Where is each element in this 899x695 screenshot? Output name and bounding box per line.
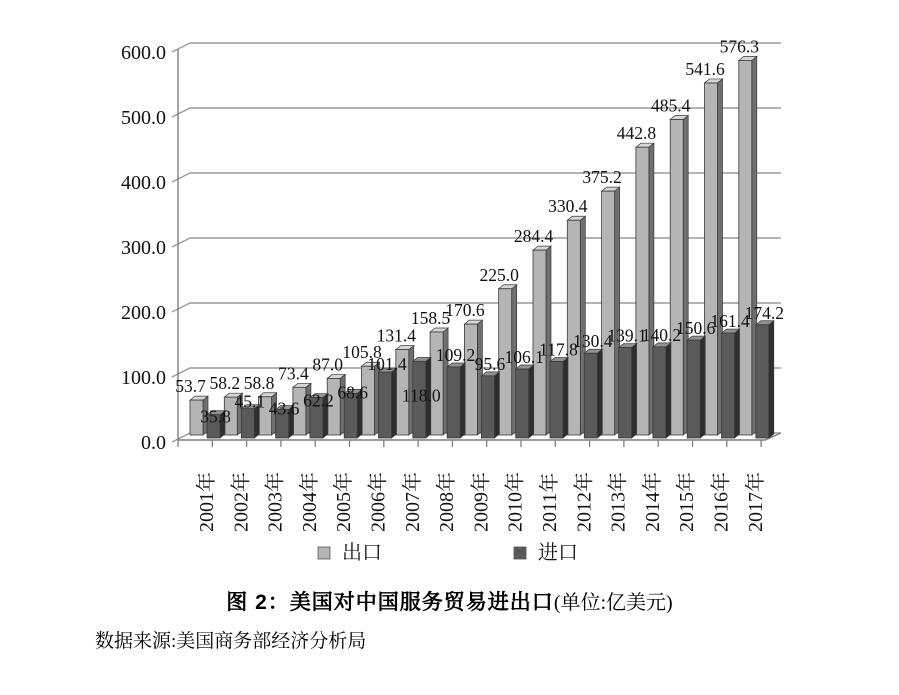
svg-text:2008年: 2008年 (436, 472, 459, 532)
svg-text:2005年: 2005年 (333, 472, 356, 532)
svg-text:109.2: 109.2 (435, 345, 476, 366)
svg-text:87.0: 87.0 (312, 354, 344, 375)
svg-text:2017年: 2017年 (744, 472, 767, 532)
svg-text:2011年: 2011年 (539, 472, 561, 532)
svg-text:300.0: 300.0 (121, 237, 166, 259)
svg-text:500.0: 500.0 (121, 107, 166, 129)
legend-label: 进口 (538, 542, 578, 564)
svg-text:0.0: 0.0 (141, 432, 166, 454)
x-axis-labels (195, 472, 767, 532)
svg-text:2004年: 2004年 (298, 472, 321, 532)
svg-text:2009年: 2009年 (470, 472, 493, 532)
svg-text:53.7: 53.7 (175, 376, 206, 397)
svg-text:2012年: 2012年 (573, 472, 596, 532)
svg-text:2006年: 2006年 (367, 472, 390, 532)
svg-text:375.2: 375.2 (582, 167, 622, 188)
svg-text:200.0: 200.0 (121, 302, 166, 324)
svg-text:105.8: 105.8 (342, 342, 382, 363)
svg-text:118.0: 118.0 (401, 385, 441, 406)
legend-item-import (514, 541, 578, 564)
data-source-note: 数据来源:美国商务部经济分析局 (95, 631, 367, 652)
svg-text:330.4: 330.4 (548, 196, 588, 217)
svg-text:2014年: 2014年 (641, 472, 664, 532)
svg-text:600.0: 600.0 (121, 42, 166, 64)
svg-text:100.0: 100.0 (121, 367, 166, 389)
legend-label: 出口 (342, 542, 382, 564)
svg-text:130.4: 130.4 (573, 331, 613, 352)
figure-caption-unit: (单位:亿美元) (553, 592, 673, 614)
svg-text:2013年: 2013年 (607, 472, 630, 532)
legend-item-export (318, 541, 382, 564)
svg-text:2015年: 2015年 (676, 472, 699, 532)
svg-text:139.1: 139.1 (607, 325, 647, 346)
svg-text:2010年: 2010年 (504, 472, 527, 532)
svg-text:150.6: 150.6 (676, 318, 716, 339)
svg-text:2001年: 2001年 (196, 472, 218, 532)
svg-text:73.4: 73.4 (278, 363, 309, 384)
svg-text:117.8: 117.8 (539, 339, 578, 360)
svg-text:58.2: 58.2 (209, 373, 241, 394)
legend (318, 541, 578, 564)
figure-caption-title: 图 2：美国对中国服务贸易进出口 (226, 591, 554, 614)
y-axis-labels (121, 42, 166, 454)
svg-text:2016年: 2016年 (710, 472, 733, 532)
svg-text:95.6: 95.6 (474, 353, 506, 374)
svg-text:131.4: 131.4 (376, 325, 416, 346)
svg-text:58.8: 58.8 (243, 372, 275, 393)
svg-text:225.0: 225.0 (479, 264, 519, 285)
svg-text:174.2: 174.2 (744, 302, 784, 323)
svg-text:442.8: 442.8 (616, 123, 657, 144)
svg-text:2002年: 2002年 (230, 472, 253, 532)
svg-text:161.4: 161.4 (710, 311, 750, 332)
svg-text:170.6: 170.6 (445, 300, 485, 321)
svg-text:158.5: 158.5 (410, 307, 451, 328)
svg-text:106.1: 106.1 (504, 347, 544, 368)
svg-text:45.1: 45.1 (234, 391, 266, 412)
svg-text:400.0: 400.0 (121, 172, 166, 194)
figure-caption (0, 586, 899, 616)
svg-text:485.4: 485.4 (651, 95, 691, 116)
svg-text:2007年: 2007年 (401, 472, 424, 532)
svg-text:43.6: 43.6 (268, 398, 300, 419)
svg-text:2003年: 2003年 (264, 472, 287, 532)
svg-text:62.2: 62.2 (303, 390, 334, 411)
svg-text:101.4: 101.4 (367, 354, 407, 375)
svg-text:35.8: 35.8 (200, 406, 231, 427)
svg-text:541.6: 541.6 (685, 58, 725, 79)
svg-text:140.2: 140.2 (641, 324, 682, 345)
svg-text:576.3: 576.3 (719, 36, 759, 57)
legend-swatch (318, 547, 330, 559)
legend-swatch (514, 547, 526, 559)
svg-text:284.4: 284.4 (513, 226, 554, 247)
svg-text:68.6: 68.6 (337, 382, 369, 403)
